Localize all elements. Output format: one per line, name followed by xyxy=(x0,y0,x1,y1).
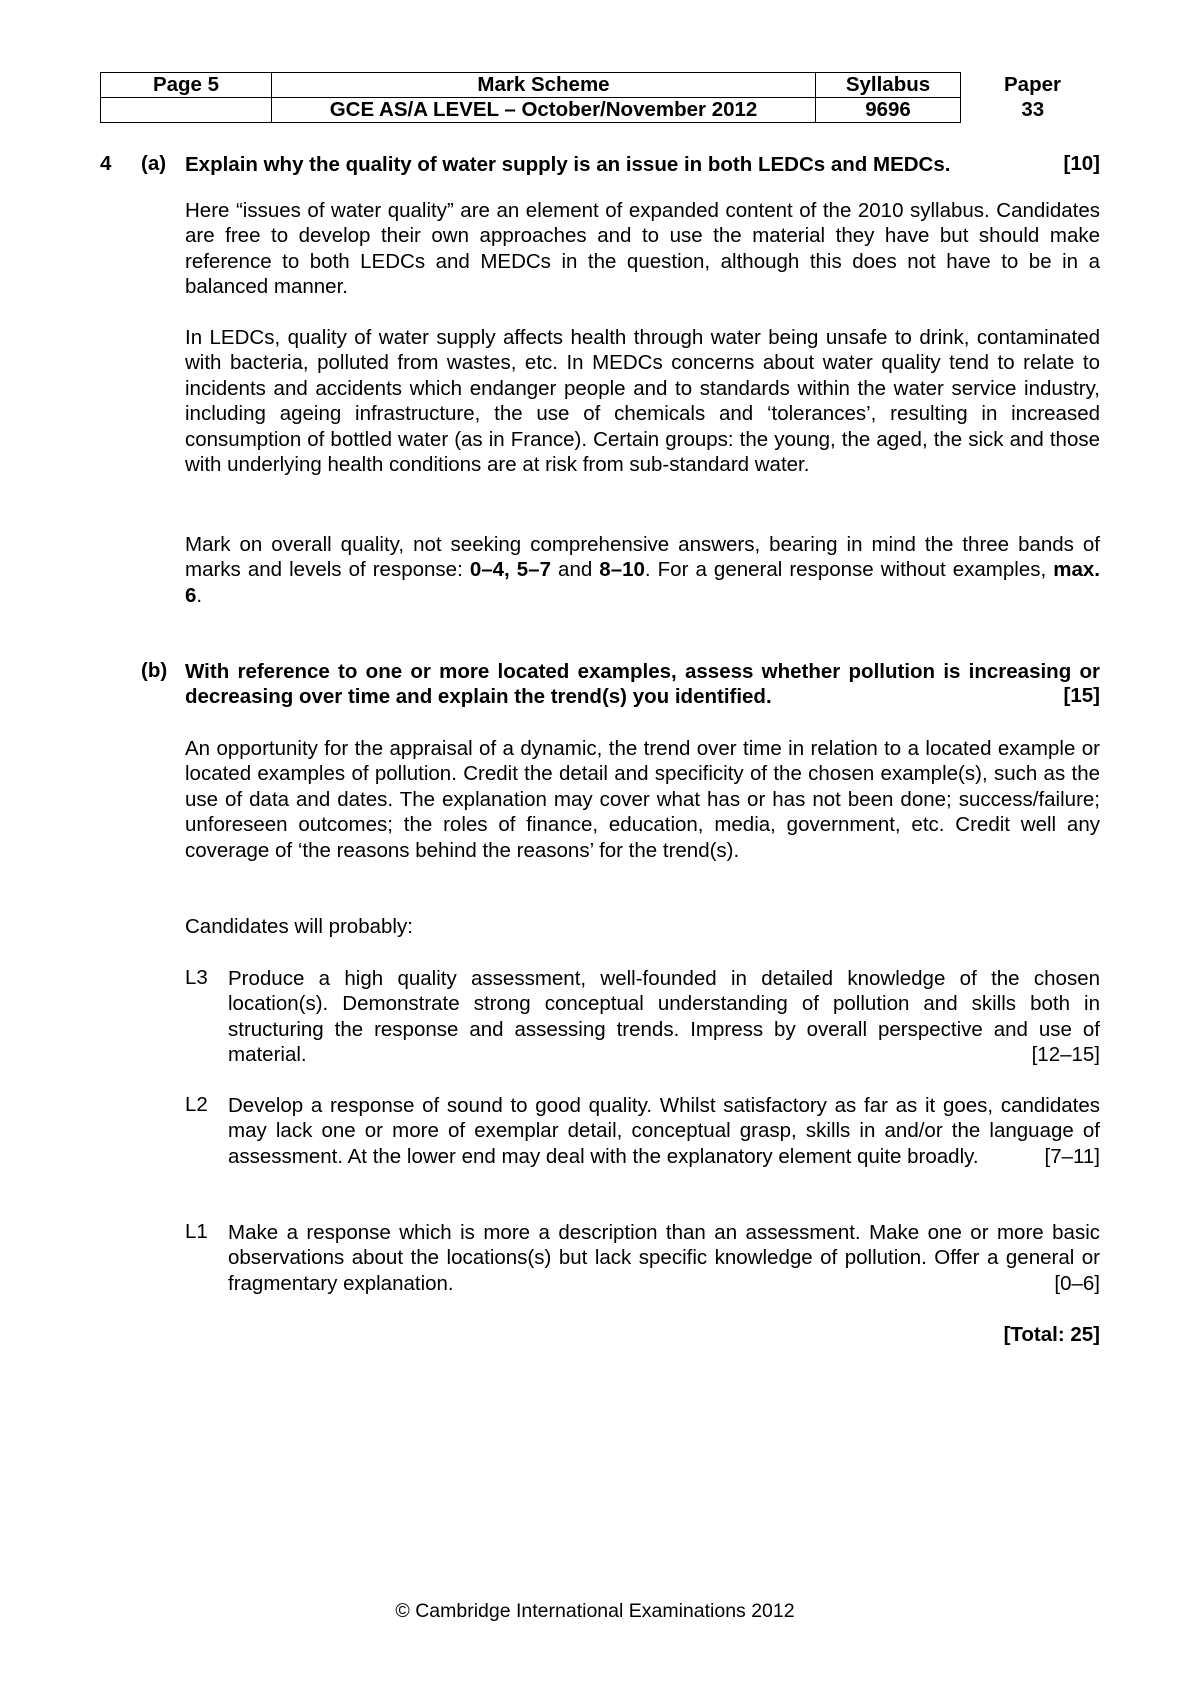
header-exam: GCE AS/A LEVEL – October/November 2012 xyxy=(272,98,816,123)
header-syllabus-label: Syllabus xyxy=(816,73,961,98)
level-code: L3 xyxy=(185,966,208,989)
header-table xyxy=(100,72,1105,123)
part-a-label: (a) xyxy=(141,152,167,175)
part-a-question: Explain why the quality of water supply is an issue in both LEDCs and MEDCs. xyxy=(185,153,951,176)
part-a-para-1: Here “issues of water quality” are an element of expanded content of the 2010 syllabus. Candidates are free to develop their own approaches and to use the material they have but should make reference to both LEDCs and MEDCs in the question, although this does not have to be in a balanced manner. xyxy=(185,199,1100,299)
part-a-para-2: In LEDCs, quality of water supply affects health through water being unsafe to drink, contaminated with bacteria, polluted from wastes, etc. In MEDCs concerns about water quality tend to relate to incidents and accidents which endanger people and to standards within the water service industry, including ageing infrastructure, the use of chemicals and ‘tolerances’, resulting in increased consumption of bottled water (as in France). Certain groups: the young, the aged, the sick and those with underlying health conditions are at risk from sub-standard water. xyxy=(185,326,1100,477)
level-range: [0–6] xyxy=(1054,1271,1100,1295)
header-page: Page 5 xyxy=(101,73,272,98)
header-paper-label: Paper xyxy=(1004,73,1061,96)
part-b-para-2: Candidates will probably: xyxy=(185,915,413,938)
header-doc-title: Mark Scheme xyxy=(272,73,816,98)
total-marks: [Total: 25] xyxy=(1003,1323,1100,1346)
level-range: [12–15] xyxy=(1031,1043,1100,1067)
part-b-question: With reference to one or more located examples, assess whether pollution is increasing or decreasing over time and explain the trend(s) you identified. xyxy=(185,660,1100,709)
level-code: L2 xyxy=(185,1093,208,1116)
part-a-para-3: Mark on overall quality, not seeking comprehensive answers, bearing in mind the three bands of marks and levels of response: 0–4, 5–7 and 8–10. For a general response without examples, max. 6. xyxy=(185,533,1100,607)
header-syllabus-value: 9696 xyxy=(816,98,961,123)
header-paper-value: 33 xyxy=(1021,98,1045,121)
level-description: Produce a high quality assessment, well-founded in detailed knowledge of the chosen location(s). Demonstrate strong conceptual understanding of pollution and skills both in structuring the response and assessing trends. Impress by overall perspective and use of material. [12–15] xyxy=(228,967,1100,1067)
part-b-label: (b) xyxy=(141,659,168,682)
footer-copyright: © Cambridge International Examinations 2012 xyxy=(395,1600,795,1622)
header-empty-cell xyxy=(101,98,272,123)
level-description: Make a response which is more a description than an assessment. Make one or more basic observations about the locations(s) but lack specific knowledge of pollution. Offer a general or fragmentary explanation. [0–6] xyxy=(228,1221,1100,1295)
question-number: 4 xyxy=(100,152,112,175)
part-b-para-1: An opportunity for the appraisal of a dynamic, the trend over time in relation to a located example or located examples of pollution. Credit the detail and specificity of the chosen example(s), such as the use of data and dates. The explanation may cover what has or has not been done; success/failure; unforeseen outcomes; the roles of finance, education, media, government, etc. Credit well any coverage of ‘the reasons behind the reasons’ for the trend(s). xyxy=(185,737,1100,862)
level-range: [7–11] xyxy=(1044,1144,1100,1168)
level-code: L1 xyxy=(185,1220,208,1243)
level-description: Develop a response of sound to good quality. Whilst satisfactory as far as it goes, candidates may lack one or more of exemplar detail, conceptual grasp, skills in and/or the language of assessment. At the lower end may deal with the explanatory element quite broadly. [7–11] xyxy=(228,1094,1100,1168)
part-b-marks: [15] xyxy=(1063,684,1100,707)
part-a-marks: [10] xyxy=(1063,152,1100,175)
